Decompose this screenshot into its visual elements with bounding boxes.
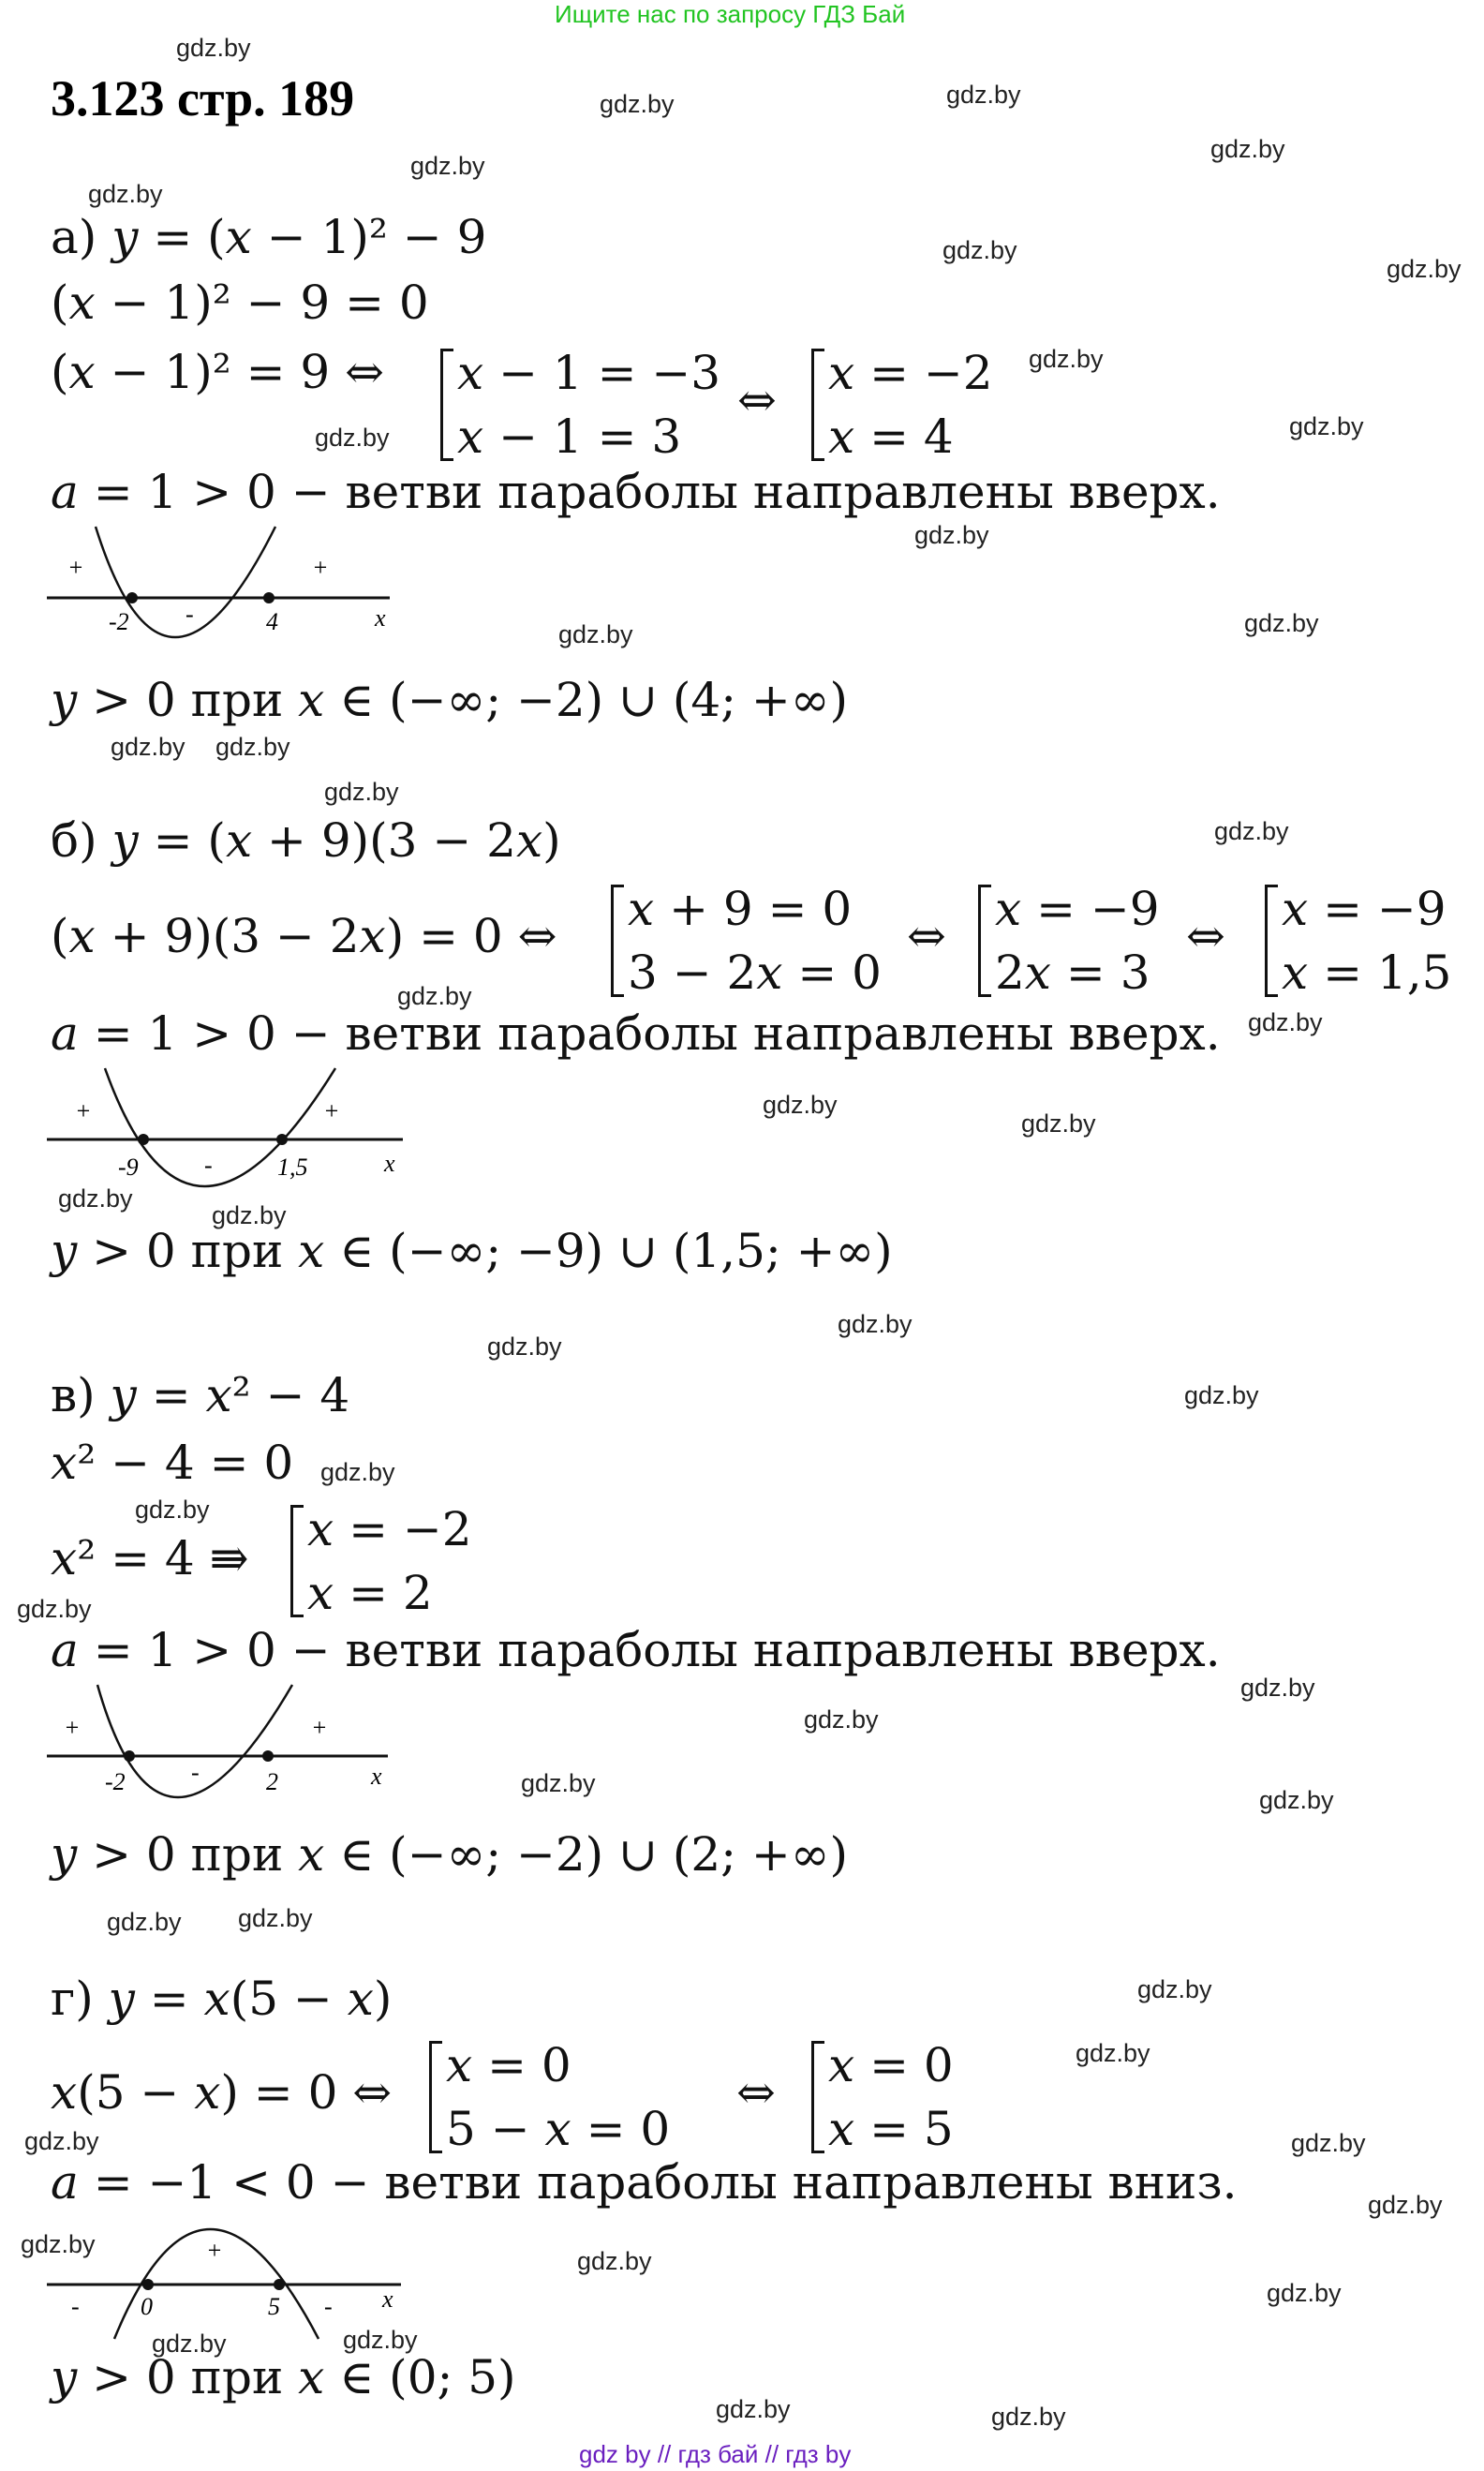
watermark: gdz.by bbox=[1248, 1008, 1323, 1036]
part-b-answer: 𝑦 > 0 при 𝑥 ∈ (−∞; −9) ∪ (1,5; +∞) bbox=[51, 1224, 893, 1278]
part-b-function: б) 𝑦 = (𝑥 + 9)(3 − 2𝑥) bbox=[51, 813, 561, 868]
watermark: gdz.by bbox=[1267, 2279, 1342, 2307]
root-label-right: 1,5 bbox=[277, 1154, 308, 1181]
system-row: 𝑥 = 2 bbox=[307, 1566, 433, 1620]
watermark: gdz.by bbox=[107, 1908, 182, 1936]
watermark: gdz.by bbox=[24, 2127, 99, 2155]
part-b-system-2 bbox=[978, 877, 1160, 1005]
part-v-sign-diagram bbox=[47, 1679, 403, 1801]
sign-right: + bbox=[311, 1714, 328, 1741]
watermark: gdz.by bbox=[1259, 1786, 1334, 1814]
watermark: gdz.by bbox=[521, 1769, 596, 1797]
right-root-dot bbox=[263, 592, 275, 603]
part-a-sign-diagram bbox=[47, 521, 403, 643]
axis-label: x bbox=[384, 1150, 395, 1177]
left-root-dot bbox=[124, 1750, 135, 1762]
right-root-dot bbox=[276, 1134, 288, 1145]
part-a-function: а) 𝑦 = (𝑥 − 1)² − 9 bbox=[51, 210, 487, 264]
watermark: gdz.by bbox=[991, 2403, 1066, 2431]
part-b-equation: (𝑥 + 9)(3 − 2𝑥) = 0 ⇔ bbox=[51, 909, 557, 963]
system-row: 3 − 2𝑥 = 0 bbox=[628, 945, 882, 1000]
watermark: gdz.by bbox=[1210, 135, 1285, 163]
root-label-right: 5 bbox=[268, 2293, 280, 2320]
right-root-dot bbox=[262, 1750, 274, 1762]
watermark: gdz.by bbox=[1289, 412, 1364, 440]
sign-left: + bbox=[64, 1714, 81, 1741]
part-g-sign-diagram bbox=[47, 2213, 412, 2344]
watermark: gdz.by bbox=[1137, 1975, 1212, 2003]
left-root-dot bbox=[142, 2279, 154, 2290]
footer-links[interactable]: gdz by // гдз бай // гдз by bbox=[579, 2440, 852, 2468]
system-row: 2𝑥 = 3 bbox=[995, 945, 1150, 1000]
watermark: gdz.by bbox=[600, 90, 675, 118]
part-g-equivalence: ⇔ bbox=[736, 2065, 776, 2120]
axis-label: x bbox=[382, 2285, 393, 2313]
watermark: gdz.by bbox=[238, 1904, 313, 1932]
watermark: gdz.by bbox=[942, 236, 1017, 264]
watermark: gdz.by bbox=[315, 424, 390, 452]
bracket bbox=[429, 2041, 442, 2153]
system-row: 𝑥 = 1,5 bbox=[1282, 945, 1452, 1000]
watermark: gdz.by bbox=[763, 1091, 838, 1119]
bracket bbox=[978, 885, 991, 997]
part-b-equivalence-2: ⇔ bbox=[1186, 909, 1225, 963]
system-row: 𝑥 − 1 = 3 bbox=[457, 409, 682, 464]
system-row: 𝑥 = −9 bbox=[995, 882, 1160, 936]
watermark: gdz.by bbox=[215, 733, 290, 761]
system-row: 𝑥 − 1 = −3 bbox=[457, 346, 721, 400]
watermark: gdz.by bbox=[397, 982, 472, 1010]
part-v-answer: 𝑦 > 0 при 𝑥 ∈ (−∞; −2) ∪ (2; +∞) bbox=[51, 1827, 848, 1882]
watermark: gdz.by bbox=[487, 1332, 562, 1361]
system-row: 𝑥 = −2 bbox=[828, 346, 993, 400]
right-root-dot bbox=[274, 2279, 285, 2290]
sign-right: - bbox=[324, 2293, 333, 2320]
system-row: 𝑥 + 9 = 0 bbox=[628, 882, 853, 936]
axis-label: x bbox=[375, 604, 386, 632]
part-a-system-2 bbox=[811, 341, 993, 469]
bracket bbox=[440, 349, 453, 461]
part-a-system-1 bbox=[440, 341, 720, 469]
part-b-sign-diagram bbox=[47, 1061, 412, 1192]
root-label-right: 2 bbox=[266, 1768, 278, 1795]
sign-right: + bbox=[312, 554, 329, 581]
watermark: gdz.by bbox=[343, 2326, 418, 2354]
part-v-step: 𝑥² = 4 ⇛ bbox=[51, 1531, 249, 1585]
watermark: gdz.by bbox=[716, 2395, 791, 2423]
part-v-function: в) 𝑦 = 𝑥² − 4 bbox=[51, 1368, 350, 1422]
watermark: gdz.by bbox=[1240, 1674, 1315, 1702]
watermark: gdz.by bbox=[176, 34, 251, 62]
watermark: gdz.by bbox=[88, 180, 163, 208]
watermark: gdz.by bbox=[1076, 2039, 1150, 2067]
sign-left: + bbox=[75, 1097, 92, 1124]
part-g-branches: 𝑎 = −1 < 0 − ветви параболы направлены вниз. bbox=[51, 2155, 1238, 2210]
part-b-branches: 𝑎 = 1 > 0 − ветви параболы направлены вверх. bbox=[51, 1006, 1221, 1061]
part-a-step: (𝑥 − 1)² = 9 ⇔ bbox=[51, 345, 385, 399]
watermark: gdz.by bbox=[914, 521, 989, 549]
watermark: gdz.by bbox=[1291, 2129, 1366, 2157]
root-label-right: 4 bbox=[266, 608, 278, 635]
watermark: gdz.by bbox=[1244, 609, 1319, 637]
part-a-branches: 𝑎 = 1 > 0 − ветви параболы направлены вверх. bbox=[51, 465, 1221, 519]
part-g-system-1 bbox=[429, 2033, 670, 2161]
root-label-left: -9 bbox=[118, 1154, 139, 1181]
watermark: gdz.by bbox=[1184, 1381, 1259, 1409]
watermark: gdz.by bbox=[324, 778, 399, 806]
part-g-function: г) 𝑦 = 𝑥(5 − 𝑥) bbox=[51, 1972, 393, 2026]
part-b-equivalence-1: ⇔ bbox=[907, 909, 946, 963]
root-label-left: 0 bbox=[141, 2293, 153, 2320]
watermark: gdz.by bbox=[804, 1705, 879, 1734]
watermark: gdz.by bbox=[558, 620, 633, 648]
sign-right: + bbox=[323, 1097, 340, 1124]
part-b-system-1 bbox=[611, 877, 882, 1005]
system-row: 𝑥 = 0 bbox=[828, 2038, 954, 2092]
watermark: gdz.by bbox=[1029, 345, 1104, 373]
bracket bbox=[611, 885, 624, 997]
watermark: gdz.by bbox=[320, 1458, 395, 1486]
part-g-system-2 bbox=[811, 2033, 954, 2161]
root-label-left: -2 bbox=[105, 1768, 126, 1795]
sign-middle: - bbox=[186, 601, 194, 628]
axis-label: x bbox=[371, 1763, 382, 1790]
watermark: gdz.by bbox=[135, 1496, 210, 1524]
part-v-system-1 bbox=[290, 1497, 472, 1625]
root-label-left: -2 bbox=[109, 608, 129, 635]
watermark: gdz.by bbox=[58, 1184, 133, 1213]
watermark: gdz.by bbox=[1387, 255, 1462, 283]
bracket bbox=[811, 2041, 824, 2153]
sign-left: - bbox=[71, 2293, 80, 2320]
system-row: 5 − 𝑥 = 0 bbox=[446, 2102, 671, 2156]
watermark: gdz.by bbox=[1214, 817, 1289, 845]
part-b-system-3 bbox=[1265, 877, 1451, 1005]
watermark: gdz.by bbox=[212, 1201, 287, 1229]
left-root-dot bbox=[138, 1134, 149, 1145]
part-a-equation: (𝑥 − 1)² − 9 = 0 bbox=[51, 275, 429, 330]
part-a-equivalence: ⇔ bbox=[737, 373, 777, 427]
system-row: 𝑥 = 0 bbox=[446, 2038, 571, 2092]
watermark: gdz.by bbox=[410, 152, 485, 180]
watermark: gdz.by bbox=[1021, 1109, 1096, 1138]
sign-middle: + bbox=[206, 2237, 223, 2264]
page-title: 3.123 стр. 189 bbox=[51, 70, 355, 127]
part-g-answer: 𝑦 > 0 при 𝑥 ∈ (0; 5) bbox=[51, 2350, 516, 2404]
part-a-answer: 𝑦 > 0 при 𝑥 ∈ (−∞; −2) ∪ (4; +∞) bbox=[51, 673, 848, 727]
system-row: 𝑥 = −9 bbox=[1282, 882, 1447, 936]
watermark: gdz.by bbox=[152, 2330, 227, 2358]
system-row: 𝑥 = 5 bbox=[828, 2102, 954, 2156]
watermark: gdz.by bbox=[1368, 2191, 1443, 2219]
sign-middle: - bbox=[204, 1152, 213, 1179]
sign-middle: - bbox=[191, 1759, 200, 1786]
bracket bbox=[811, 349, 824, 461]
watermark: gdz.by bbox=[946, 81, 1021, 109]
system-row: 𝑥 = −2 bbox=[307, 1502, 472, 1556]
system-row: 𝑥 = 4 bbox=[828, 409, 954, 464]
watermark: gdz.by bbox=[111, 733, 186, 761]
watermark: gdz.by bbox=[577, 2247, 652, 2275]
part-g-equation: 𝑥(5 − 𝑥) = 0 ⇔ bbox=[51, 2065, 393, 2120]
watermark: gdz.by bbox=[21, 2230, 96, 2258]
bracket bbox=[1265, 885, 1278, 997]
part-v-equation: 𝑥² − 4 = 0 bbox=[51, 1436, 294, 1490]
search-banner: Ищите нас по запросу ГДЗ Бай bbox=[555, 0, 906, 28]
left-root-dot bbox=[126, 592, 138, 603]
watermark: gdz.by bbox=[17, 1595, 92, 1623]
sign-left: + bbox=[67, 554, 84, 581]
part-v-branches: 𝑎 = 1 > 0 − ветви параболы направлены вверх. bbox=[51, 1623, 1221, 1677]
watermark: gdz.by bbox=[838, 1310, 913, 1338]
bracket bbox=[290, 1505, 304, 1617]
